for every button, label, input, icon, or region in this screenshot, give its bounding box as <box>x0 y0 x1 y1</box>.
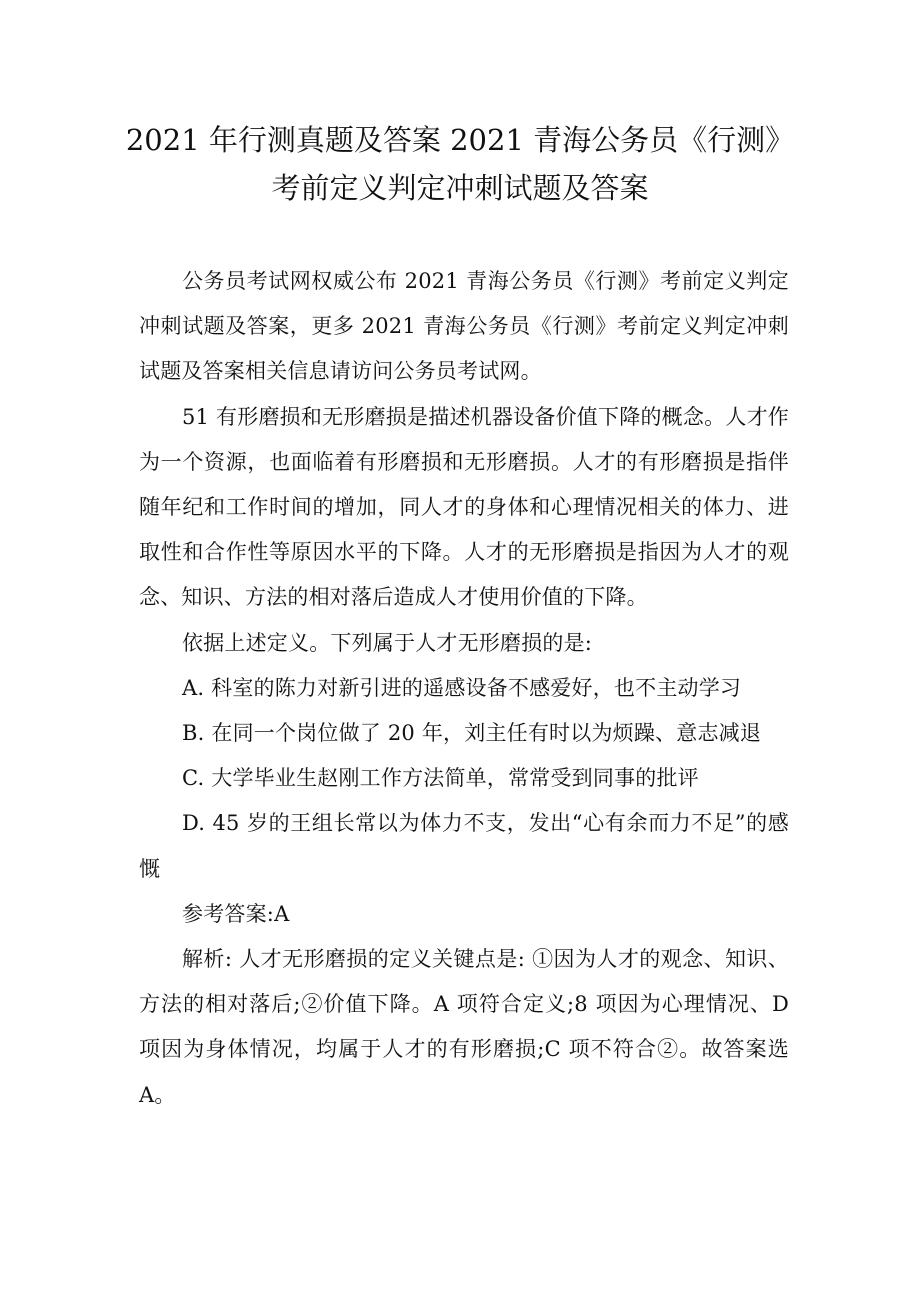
question-paragraph: 51 有形磨损和无形磨损是描述机器设备价值下降的概念。人才作为一个资源，也面临着有形磨损和无形磨损。人才的有形磨损是指伴随年纪和工作时间的增加，同人才的身体和心理情况相关的体力、进取性和合作性等原因水平的下降。人才的无形磨损是指因为人才的观念、知识、方法的相对落后造成人才使用价值的下降。 <box>139 404 789 610</box>
document-body <box>139 259 789 1118</box>
question-prompt: 依据上述定义。下列属于人才无形磨损的是: <box>182 630 593 655</box>
option-b: B. 在同一个岗位做了 20 年，刘主任有时以为烦躁、意志减退 <box>182 721 762 746</box>
document-title: 2021 年行测真题及答案 2021 青海公务员《行测》考前定义判定冲刺试题及答案 <box>125 123 795 205</box>
intro-paragraph: 公务员考试网权威公布 2021 青海公务员《行测》考前定义判定冲刺试题及答案，更多 2021 青海公务员《行测》考前定义判定冲刺试题及答案相关信息请访问公务员考试网。 <box>139 269 789 384</box>
option-c: C. 大学毕业生赵刚工作方法简单，常常受到同事的批评 <box>182 766 699 791</box>
option-a: A. 科室的陈力对新引进的遥感设备不感爱好，也不主动学习 <box>182 675 742 700</box>
analysis-paragraph: 解析: 人才无形磨损的定义关键点是: ①因为人才的观念、知识、方法的相对落后;②价值下降。A 项符合定义;8 项因为心理情况、D 项因为身体情况，均属于人才的有形磨损;C 项不符合②。故答案选 A。 <box>139 947 789 1107</box>
option-d: D. 45 岁的王组长常以为体力不支，发出“心有余而力不足”的感慨 <box>139 811 789 881</box>
answer-line: 参考答案:A <box>182 901 290 926</box>
